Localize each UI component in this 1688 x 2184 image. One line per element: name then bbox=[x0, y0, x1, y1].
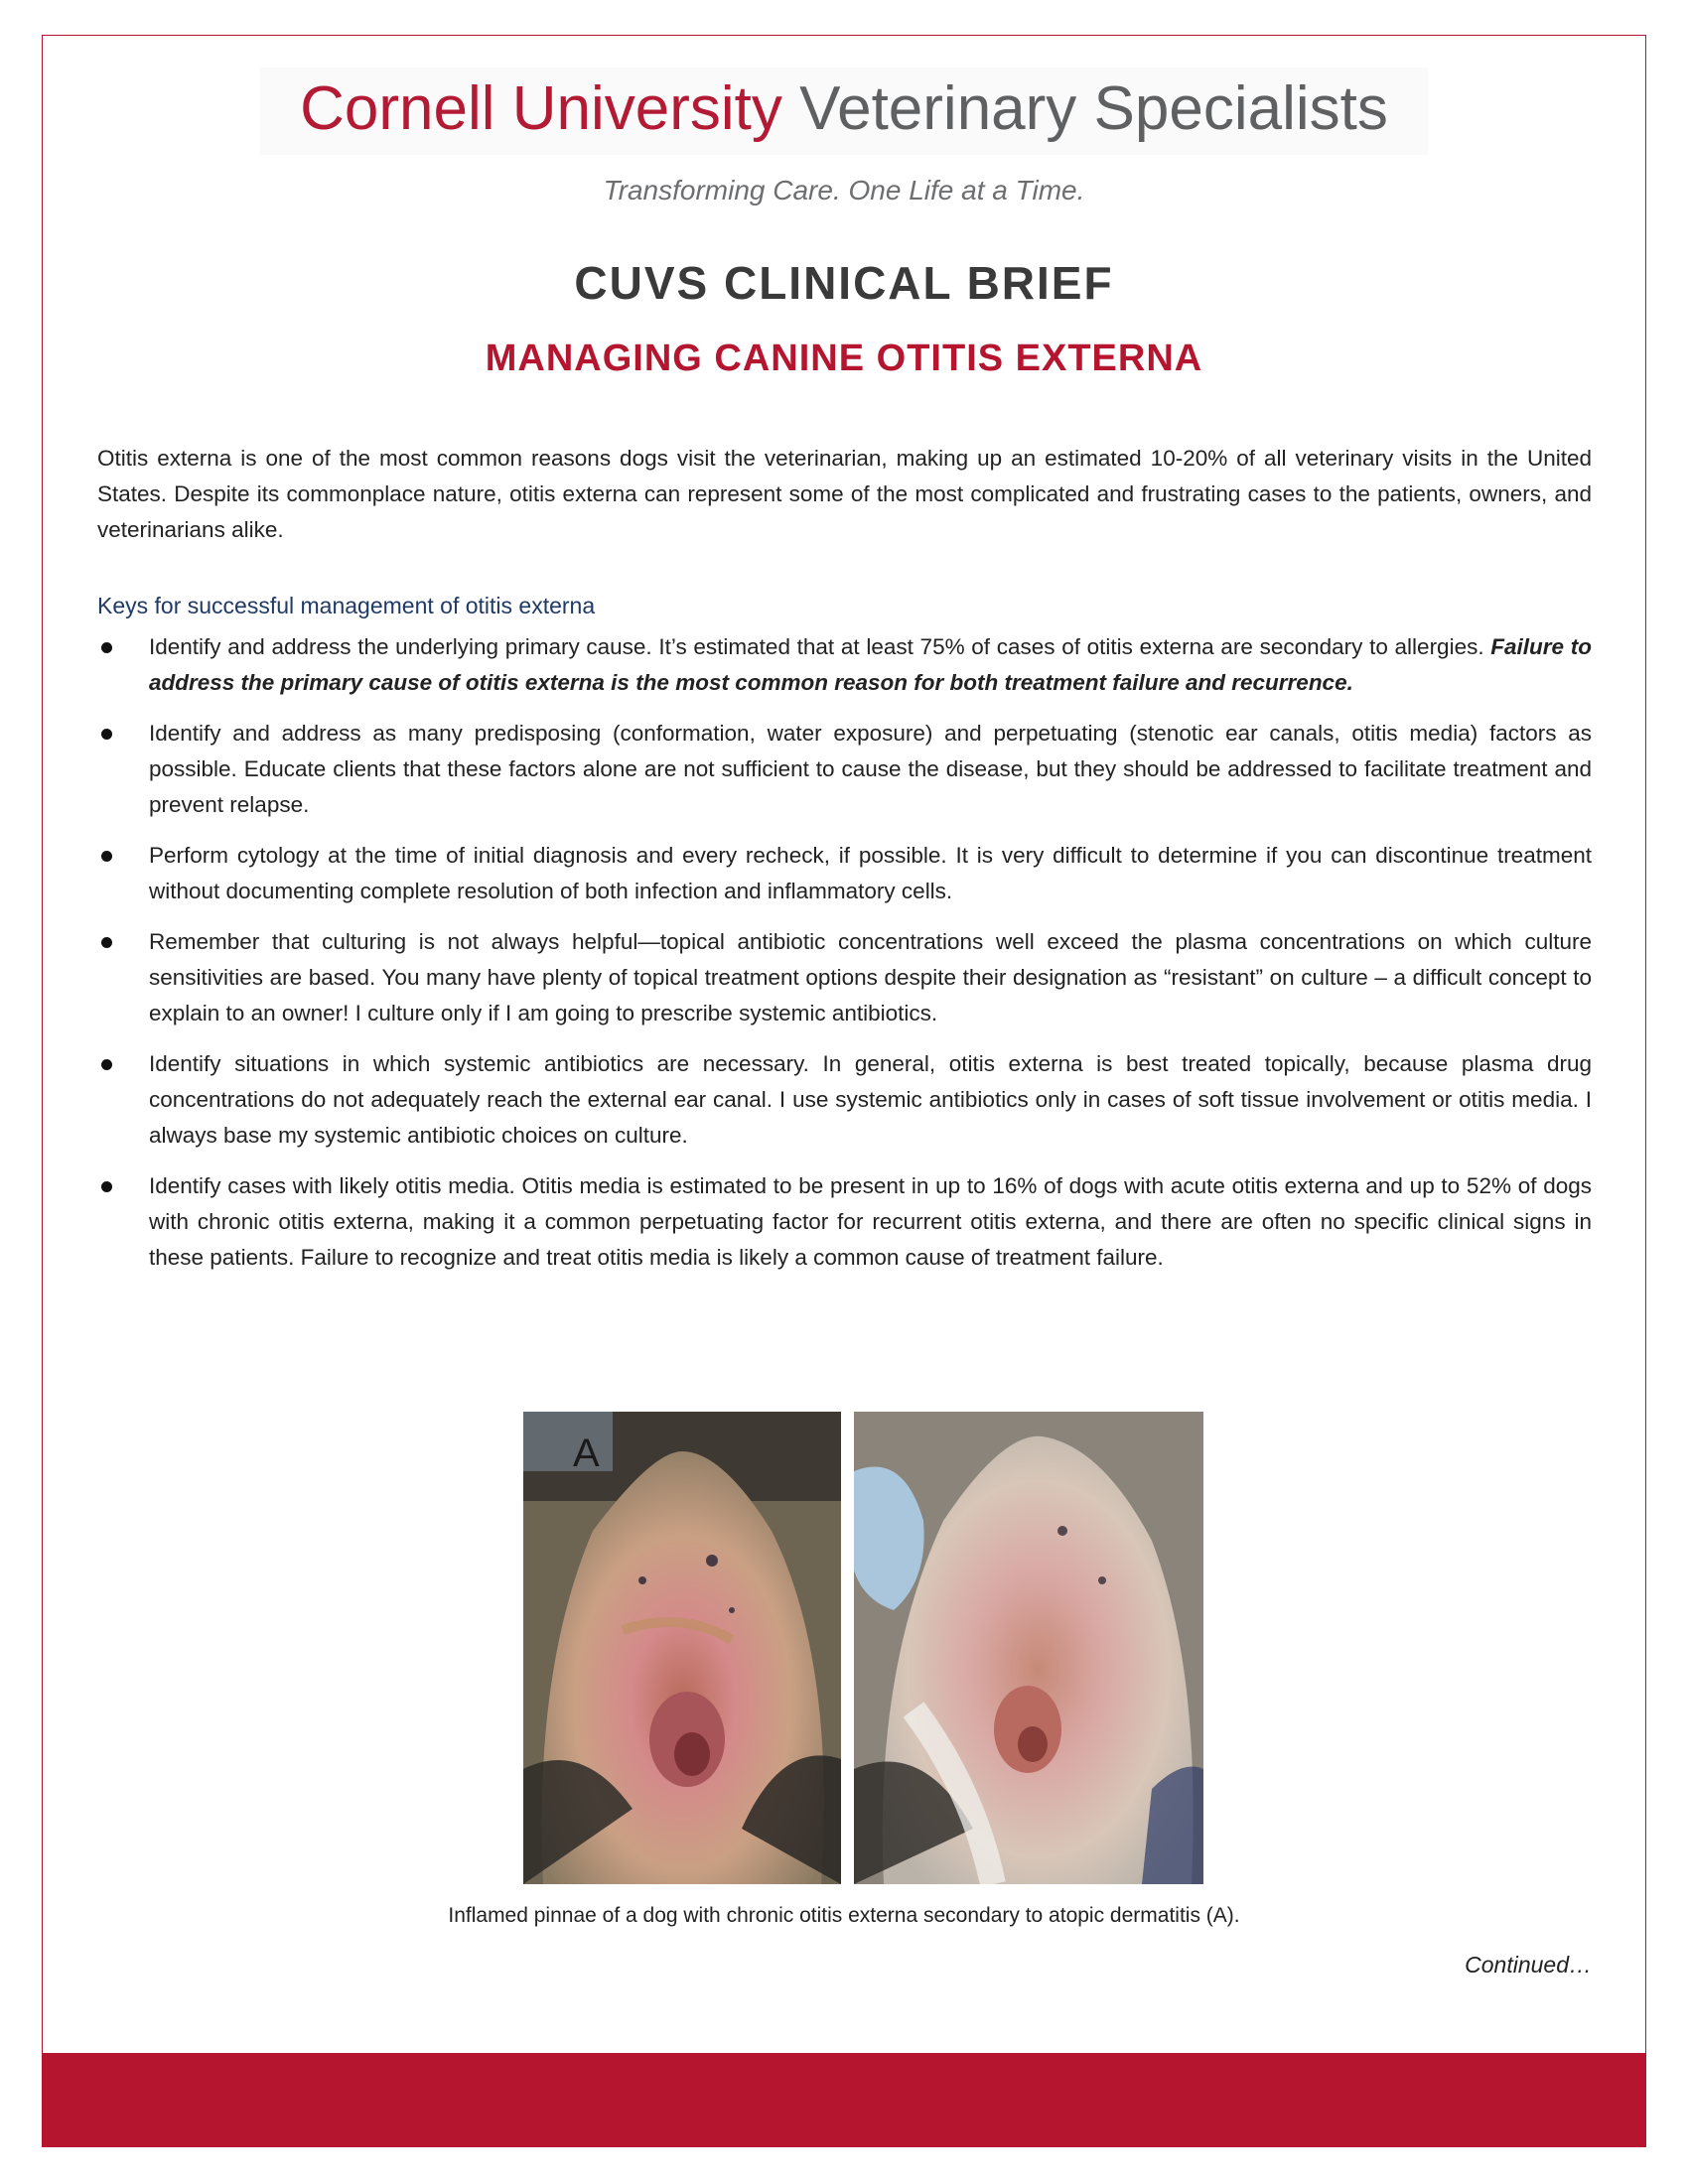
list-item bbox=[97, 1168, 1592, 1276]
bullet-icon bbox=[101, 1181, 112, 1192]
intro-paragraph: Otitis externa is one of the most common reasons dogs visit the veterinarian, making up an estimated 10-20% of all veterinary visits in the United States. Despite its commonplace nature, otitis externa can represent some of the most complicated and frustrating cases to the patients, owners, and veterinarians alike. bbox=[97, 446, 1592, 542]
main-content bbox=[97, 441, 1592, 1291]
list-item-text: Identify and address as many predisposing (conformation, water exposure) and perpetuating (stenotic ear canals, otitis media) factors as possible. Educate clients that these factors alone are not sufficient to cause the disease, but they should be addressed to facilitate treatment and prevent relapse. bbox=[149, 721, 1592, 817]
logo-text-cornell: Cornell University bbox=[300, 74, 782, 143]
list-item bbox=[97, 838, 1592, 909]
figure-photos bbox=[0, 1412, 1688, 1884]
footer-bar bbox=[42, 2053, 1646, 2147]
bullet-icon bbox=[101, 937, 112, 948]
list-item bbox=[97, 629, 1592, 701]
brief-subtitle: MANAGING CANINE OTITIS EXTERNA bbox=[485, 338, 1203, 379]
continued-note: Continued… bbox=[1465, 1952, 1592, 1978]
list-item-text: Identify and address the underlying primary cause. It’s estimated that at least 75% of cases of otitis externa are secondary to allergies. bbox=[149, 634, 1491, 659]
header bbox=[0, 68, 1688, 206]
bullet-icon bbox=[101, 729, 112, 740]
list-item-text: Identify cases with likely otitis media. Otitis media is estimated to be present in up to 16% of dogs with acute otitis externa and up to 52% of dogs with chronic otitis externa, making it a common perpetuating factor for recurrent otitis externa, and there are often no specific clinical signs in these patients. Failure to recognize and treat otitis media is likely a common cause of treatment failure. bbox=[149, 1173, 1592, 1270]
list-item bbox=[97, 924, 1592, 1031]
bullet-icon bbox=[101, 1059, 112, 1070]
list-item-emphasis: Failure to address the primary cause of otitis externa is the most common reason for both treatment failure and recurrence. bbox=[149, 634, 1592, 695]
photo-label-a: A bbox=[573, 1432, 600, 1475]
keys-list bbox=[97, 629, 1592, 1276]
logo-text-specialists: Veterinary Specialists bbox=[799, 74, 1388, 143]
list-item-text: Perform cytology at the time of initial diagnosis and every recheck, if possible. It is very difficult to determine if you can discontinue treatment without documenting complete resolution of both infection and inflammatory cells. bbox=[149, 843, 1592, 903]
keys-heading: Keys for successful management of otitis externa bbox=[97, 593, 596, 618]
photo-pinna-b bbox=[854, 1412, 1203, 1884]
cuvs-logo bbox=[260, 68, 1428, 155]
list-item-text: Identify situations in which systemic antibiotics are necessary. In general, otitis externa is best treated topically, because plasma drug concentrations do not adequately reach the external ear canal. I use systemic antibiotics only in cases of soft tissue involvement or otitis media. I always base my systemic antibiotic choices on culture. bbox=[149, 1051, 1592, 1148]
bullet-icon bbox=[101, 642, 112, 653]
list-item bbox=[97, 1046, 1592, 1154]
tagline: Transforming Care. One Life at a Time. bbox=[603, 175, 1085, 205]
list-item bbox=[97, 716, 1592, 823]
brief-title: CUVS CLINICAL BRIEF bbox=[574, 257, 1114, 309]
list-item-text: Remember that culturing is not always helpful—topical antibiotic concentrations well exceed the plasma concentrations on which culture sensitivities are based. You many have plenty of topical treatment options despite their designation as “resistant” on culture – a difficult concept to explain to an owner! I culture only if I am going to prescribe systemic antibiotics. bbox=[149, 929, 1592, 1025]
photo-pinna-a bbox=[523, 1412, 841, 1884]
bullet-icon bbox=[101, 851, 112, 862]
figure-caption: Inflamed pinnae of a dog with chronic otitis externa secondary to atopic dermatitis (A). bbox=[448, 1904, 1240, 1927]
